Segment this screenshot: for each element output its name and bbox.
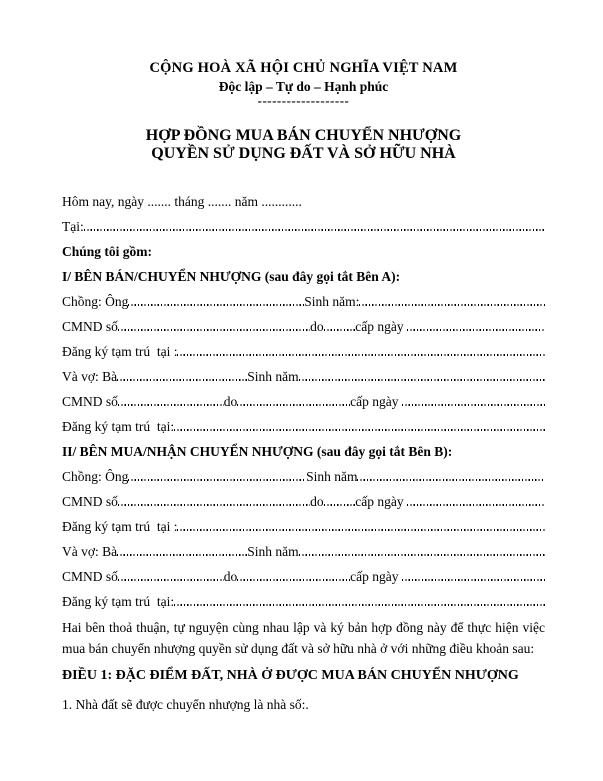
national-header xyxy=(62,60,545,106)
dotted-blank xyxy=(402,579,545,581)
form-label: Đăng ký tạm trú tại: xyxy=(62,594,175,609)
national-motto-line1: CỘNG HOÀ XÃ HỘI CHỦ NGHĨA VIỆT NAM xyxy=(149,60,458,76)
husband-id-row xyxy=(62,317,545,336)
parties-intro: Chúng tôi gồm: xyxy=(62,244,153,259)
dotted-blank xyxy=(299,379,545,381)
place-line-slot xyxy=(62,217,545,236)
form-label: do xyxy=(223,569,238,584)
article-1-item-1: 1. Nhà đất sẽ được chuyển nhượng là nhà số:. xyxy=(62,697,309,712)
husband-residence-row xyxy=(62,517,545,536)
form-label: Chồng: Ông xyxy=(62,469,129,484)
form-label: Và vợ: Bà xyxy=(62,544,118,559)
document-title-line2: QUYỀN SỬ DỤNG ĐẤT VÀ SỞ HỮU NHÀ xyxy=(151,145,456,162)
form-label: do xyxy=(223,394,238,409)
form-label: Sinh năm xyxy=(247,544,299,559)
wife-id-row xyxy=(62,567,545,586)
form-label: do xyxy=(310,319,324,334)
form-label: cấp ngày xyxy=(350,569,402,584)
form-label: Sinh năm: xyxy=(304,294,360,309)
form-label: Đăng ký tạm trú tại : xyxy=(62,519,178,534)
wife-id-row xyxy=(62,392,545,411)
dotted-blank xyxy=(118,504,310,506)
party-b-heading: II/ BÊN MUA/NHẬN CHUYỂN NHƯỢNG (sau đây gọi tắt Bên B): xyxy=(62,444,453,459)
form-label: Tại: xyxy=(62,219,84,234)
dotted-blank xyxy=(177,354,545,356)
dotted-blank xyxy=(407,504,545,506)
dotted-blank xyxy=(128,304,304,306)
dotted-blank xyxy=(359,304,545,306)
document-title xyxy=(62,127,545,163)
form-label: Chồng: Ông xyxy=(62,294,129,309)
party-a-fields xyxy=(62,292,545,436)
form-label: CMND số xyxy=(62,494,118,509)
form-label: Sinh năm xyxy=(306,469,358,484)
dotted-blank xyxy=(174,604,545,606)
dotted-blank xyxy=(117,379,247,381)
husband-name-row xyxy=(62,292,545,311)
form-label: do xyxy=(310,494,324,509)
form-label: cấp ngày xyxy=(355,494,407,509)
wife-residence-row xyxy=(62,592,545,611)
wife-name-row xyxy=(62,367,545,386)
party-b-fields xyxy=(62,467,545,611)
wife-residence-row xyxy=(62,417,545,436)
dotted-blank xyxy=(299,554,545,556)
dotted-blank xyxy=(118,579,224,581)
dotted-blank xyxy=(237,579,350,581)
dotted-blank xyxy=(117,554,247,556)
form-label: Đăng ký tạm trú tại : xyxy=(62,344,178,359)
article-1-heading: ĐIỀU 1: ĐẶC ĐIỂM ĐẤT, NHÀ Ở ĐƯỢC MUA BÁN CHUYỂN NHƯỢNG xyxy=(62,668,519,683)
form-label: Và vợ: Bà xyxy=(62,369,118,384)
party-a-heading: I/ BÊN BÁN/CHUYỂN NHƯỢNG (sau đây gọi tắt Bên A): xyxy=(62,269,401,284)
form-label: Sinh năm xyxy=(247,369,299,384)
dotted-blank xyxy=(357,479,545,481)
header-separator: ------------------- xyxy=(257,93,350,108)
husband-residence-row xyxy=(62,342,545,361)
date-line: Hôm nay, ngày ....... tháng ....... năm ............ xyxy=(62,194,302,209)
dotted-blank xyxy=(324,504,356,506)
dotted-blank xyxy=(237,404,350,406)
form-label: Đăng ký tạm trú tại: xyxy=(62,419,175,434)
national-motto-line2: Độc lập – Tự do – Hạnh phúc xyxy=(218,79,389,94)
husband-name-row xyxy=(62,467,545,486)
dotted-blank xyxy=(84,229,545,231)
husband-id-row xyxy=(62,492,545,511)
dotted-blank xyxy=(118,329,310,331)
document-body xyxy=(62,192,545,714)
dotted-blank xyxy=(118,404,224,406)
dotted-blank xyxy=(177,529,545,531)
dotted-blank xyxy=(402,404,545,406)
wife-name-row xyxy=(62,542,545,561)
place-line xyxy=(62,217,545,236)
form-label: CMND số xyxy=(62,394,118,409)
dotted-blank xyxy=(407,329,545,331)
dotted-blank xyxy=(174,429,545,431)
agreement-paragraph: Hai bên thoả thuận, tự nguyện cùng nhau lập và ký bản hợp đồng này để thực hiện việc mua bán chuyển nhượng quyền sử dụng đất và sở hữu nhà ở với những điều khoản sau: xyxy=(62,620,545,656)
form-label: cấp ngày xyxy=(350,394,402,409)
dotted-blank xyxy=(324,329,356,331)
form-label: CMND số xyxy=(62,569,118,584)
dotted-blank xyxy=(128,479,306,481)
form-label: CMND số xyxy=(62,319,118,334)
form-label: cấp ngày xyxy=(355,319,407,334)
document-title-line1: HỢP ĐỒNG MUA BÁN CHUYỂN NHƯỢNG xyxy=(145,127,462,144)
